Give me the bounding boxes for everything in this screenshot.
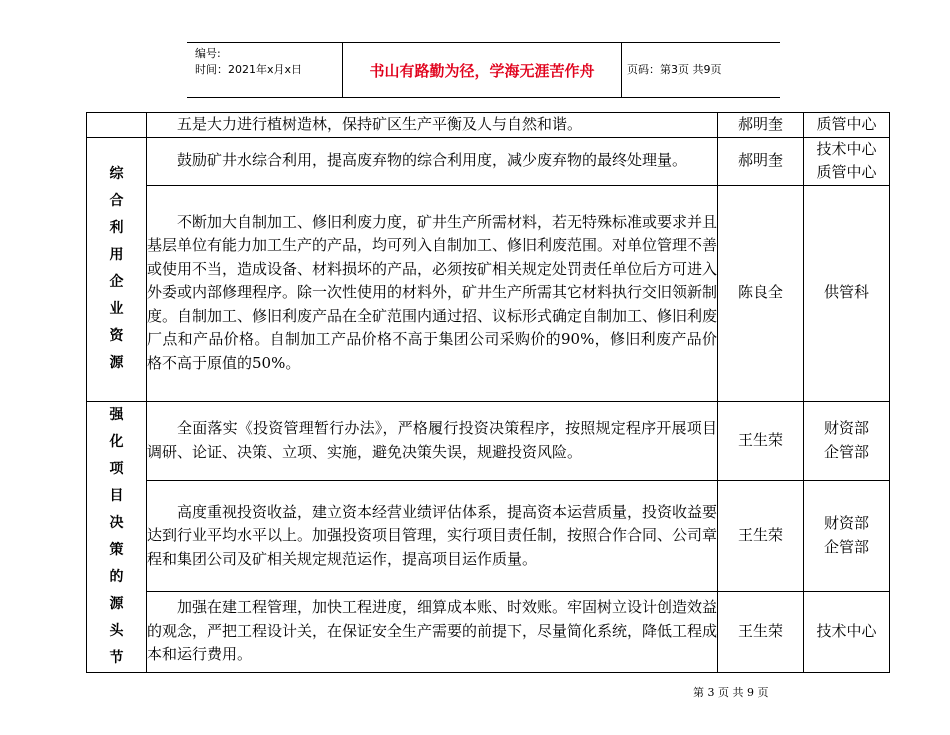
task-description: 全面落实《投资管理暂行办法》，严格履行投资决策程序，按照规定程序开展项目调研、论证、决策、立项、实施，避免决策失误，规避投资风险。 — [147, 401, 718, 481]
responsible-department: 财资部 企管部 — [804, 401, 890, 481]
responsible-person: 陈良全 — [718, 185, 804, 401]
responsible-department: 技术中心 — [804, 591, 890, 672]
task-description: 五是大力进行植树造林，保持矿区生产平衡及人与自然和谐。 — [147, 113, 718, 138]
table-row — [87, 185, 890, 401]
table-row — [87, 137, 890, 185]
responsible-person: 王生荣 — [718, 591, 804, 672]
table-row — [87, 591, 890, 672]
responsible-person: 郝明奎 — [718, 113, 804, 138]
responsibility-table — [86, 112, 890, 673]
header-page-number: 页码：第3页 共9页 — [627, 63, 722, 76]
responsible-department: 财资部 企管部 — [804, 481, 890, 591]
responsible-person: 王生荣 — [718, 401, 804, 481]
header-motto: 书山有路勤为径，学海无涯苦作舟 — [369, 61, 595, 80]
category-cell-empty — [87, 113, 147, 138]
responsible-person: 王生荣 — [718, 481, 804, 591]
page-footer: 第 3 页 共 9 页 — [693, 686, 769, 699]
responsible-department: 质管中心 — [804, 113, 890, 138]
responsible-department: 技术中心 质管中心 — [804, 137, 890, 185]
page-header — [187, 42, 780, 98]
category-label-project: 强 化 项 目 决 策 的 源 头 节 — [87, 401, 147, 672]
table-row — [87, 401, 890, 481]
responsible-person: 郝明奎 — [718, 137, 804, 185]
table-row — [87, 481, 890, 591]
category-label-resource: 综 合 利 用 企 业 资 源 — [87, 137, 147, 401]
task-description: 加强在建工程管理，加快工程进度，细算成本账、时效账。牢固树立设计创造效益的观念，严把工程设计关，在保证安全生产需要的前提下，尽量简化系统，降低工程成本和运行费用。 — [147, 591, 718, 672]
task-description: 不断加大自制加工、修旧利废力度，矿井生产所需材料，若无特殊标准或要求并且基层单位有能力加工生产的产品，均可列入自制加工、修旧利废范围。对单位管理不善或使用不当，造成设备、材料损坏的产品，必须按矿相关规定处罚责任单位后方可进入外委或内部修理程序。除一次性使用的材料外，矿井生产所需其它材料执行交旧领新制度。自制加工、修旧利废产品在全矿范围内通过招、议标形式确定自制加工、修旧利废厂点和产品价格。自制加工产品价格不高于集团公司采购价的90%，修旧利废产品价格不高于原值的50%。 — [147, 185, 718, 401]
document-time-label: 时间：2021年x月x日 — [195, 63, 303, 76]
header-divider — [621, 43, 622, 97]
responsible-department: 供管科 — [804, 185, 890, 401]
task-description: 鼓励矿井水综合利用，提高废弃物的综合利用度，减少废弃物的最终处理量。 — [147, 137, 718, 185]
task-description: 高度重视投资收益，建立资本经营业绩评估体系，提高资本运营质量，投资收益要达到行业平均水平以上。加强投资项目管理，实行项目责任制，按照合作合同、公司章程和集团公司及矿相关规定规范运作，提高项目运作质量。 — [147, 481, 718, 591]
header-meta — [195, 46, 302, 78]
table-row — [87, 113, 890, 138]
document-number-label: 编号: — [195, 47, 221, 60]
